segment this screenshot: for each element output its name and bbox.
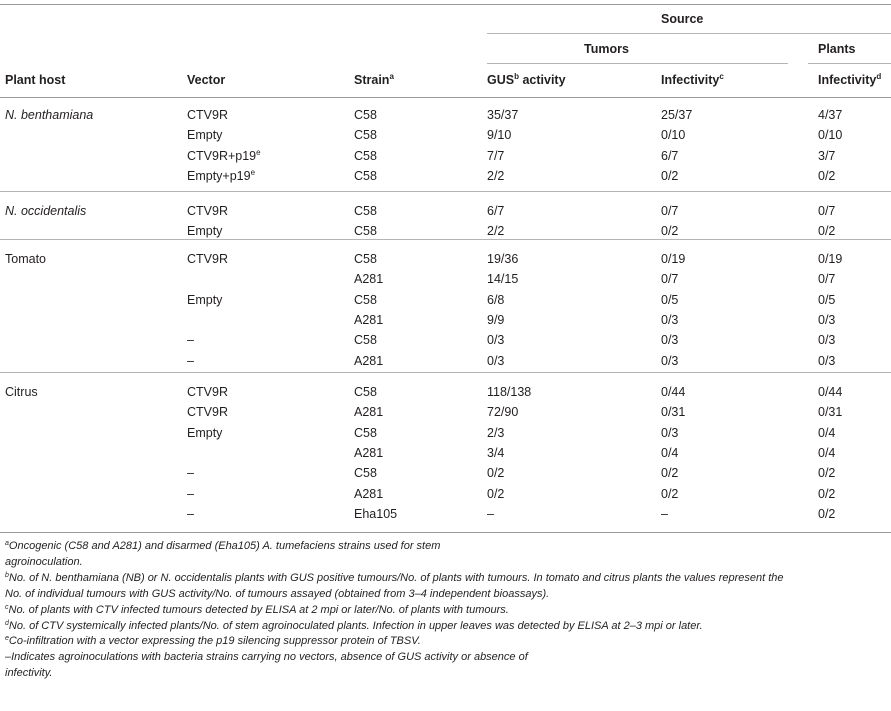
footnote-mark: b <box>5 572 9 579</box>
infectivity-plants-cell: 0/2 <box>818 506 836 521</box>
gus-activity-cell: 6/8 <box>487 292 505 307</box>
gus-activity-cell: 0/3 <box>487 333 505 348</box>
tumors-underline <box>487 63 788 64</box>
infectivity-tumors-cell: 25/37 <box>661 108 693 122</box>
gus-activity-cell: 19/36 <box>487 252 519 266</box>
vector-cell: Empty <box>187 292 223 307</box>
vector-cell: Empty <box>187 224 223 239</box>
header-plant-host: Plant host <box>5 73 66 87</box>
infectivity-tumors-cell: 0/31 <box>661 405 686 420</box>
gus-activity-cell: 2/3 <box>487 425 505 440</box>
gus-activity-cell: 0/2 <box>487 466 505 481</box>
infectivity-plants-cell: 3/7 <box>818 148 836 163</box>
vector-cell: Empty <box>187 128 223 143</box>
strain-cell: C58 <box>354 148 377 163</box>
infectivity-plants-cell: 0/4 <box>818 445 836 460</box>
table-top-rule <box>0 4 891 5</box>
gus-activity-cell: 7/7 <box>487 148 505 163</box>
header-vector: Vector <box>187 73 226 87</box>
footnote-line: agroinoculation. <box>5 556 83 568</box>
infectivity-tumors-cell: 0/2 <box>661 168 679 183</box>
header-infectivity-plants: Infectivity$^d$ <box>818 72 882 87</box>
infectivity-plants-footnote-mark: d <box>876 72 882 81</box>
infectivity-plants-cell: 0/7 <box>818 204 836 218</box>
vector-cell: – <box>187 486 194 501</box>
vector-footnote-mark: e <box>256 147 261 157</box>
gus-activity-cell: 14/15 <box>487 272 519 287</box>
footnote-line: $^e$Co-infiltration with a vector expressing the p19 silencing suppressor protein of TBSV. <box>5 635 421 647</box>
strain-cell: A281 <box>354 486 384 501</box>
header-infectivity-tumors: Infectivity$^c$ <box>661 72 724 87</box>
infectivity-plants-cell: 0/3 <box>818 333 836 348</box>
infectivity-tumors-cell: 0/2 <box>661 224 679 239</box>
infectivity-plants-cell: 0/10 <box>818 128 843 143</box>
infectivity-tumors-cell: 6/7 <box>661 148 679 163</box>
strain-footnote-mark: a <box>389 72 394 81</box>
source-underline <box>487 33 891 34</box>
infectivity-tumors-cell: 0/7 <box>661 204 679 218</box>
strain-cell: A281 <box>354 272 384 287</box>
gus-activity-cell: 35/37 <box>487 108 519 122</box>
footnote-line: –Indicates agroinoculations with bacteria strains carrying no vectors, absence of GUS activity or absence of <box>5 651 528 663</box>
footnote-mark: e <box>5 635 9 642</box>
infectivity-tumors-cell: 0/7 <box>661 272 679 287</box>
footnote-line: $^c$No. of plants with CTV infected tumours detected by ELISA at 2 mpi or later/No. of plants with tumours. <box>5 604 509 616</box>
infectivity-plants-cell: 0/3 <box>818 353 836 368</box>
strain-cell: C58 <box>354 292 377 307</box>
infectivity-tumors-cell: 0/19 <box>661 252 686 266</box>
infectivity-tumors-cell: 0/4 <box>661 445 679 460</box>
footnote-line: No. of individual tumours with GUS activity/No. of tumours assayed (obtained from 3–4 independent bioassays). <box>5 588 550 600</box>
vector-cell: CTV9R <box>187 108 228 122</box>
infectivity-plants-cell: 0/2 <box>818 466 836 481</box>
strain-cell: C58 <box>354 224 377 239</box>
group-separator <box>0 191 891 192</box>
infectivity-tumors-cell: 0/2 <box>661 486 679 501</box>
infectivity-plants-cell: 0/3 <box>818 312 836 327</box>
footnote-line: $^a$Oncogenic (C58 and A281) and disarmed (Eha105) A. tumefaciens strains used for stem <box>5 540 441 552</box>
plant-host-cell: Citrus <box>5 385 38 399</box>
footnote-line: infectivity. <box>5 667 53 679</box>
infectivity-tumors-cell: 0/10 <box>661 128 686 143</box>
infectivity-tumors-cell: 0/3 <box>661 333 679 348</box>
vector-cell: – <box>187 466 194 481</box>
infectivity-plants-cell: 0/4 <box>818 425 836 440</box>
gus-footnote-mark: b <box>514 72 519 81</box>
group-separator <box>0 239 891 240</box>
strain-cell: C58 <box>354 252 377 266</box>
gus-activity-cell: 118/138 <box>487 385 532 399</box>
plant-host-cell: N. occidentalis <box>5 204 87 218</box>
infectivity-tumors-footnote-mark: c <box>719 72 724 81</box>
header-plants: Plants <box>818 42 856 56</box>
strain-cell: C58 <box>354 466 377 481</box>
footnote-line: $^b$No. of N. benthamiana (NB) or N. occidentalis plants with GUS positive tumours/No. of plants with tumours. In tomato and citrus plants the values represent the <box>5 572 784 584</box>
gus-activity-cell: – <box>487 506 494 521</box>
header-strain: Strain$^a$ <box>354 72 394 87</box>
gus-activity-cell: 3/4 <box>487 445 505 460</box>
vector-cell: – <box>187 506 194 521</box>
strain-cell: A281 <box>354 445 384 460</box>
gus-activity-cell: 9/10 <box>487 128 512 143</box>
infectivity-tumors-cell: 0/3 <box>661 353 679 368</box>
strain-cell: C58 <box>354 333 377 348</box>
strain-cell: Eha105 <box>354 506 398 521</box>
gus-activity-cell: 9/9 <box>487 312 505 327</box>
infectivity-plants-cell: 0/19 <box>818 252 843 266</box>
header-source: Source <box>661 12 704 26</box>
group-separator <box>0 372 891 373</box>
footnote-line: $^d$No. of CTV systemically infected plants/No. of stem agroinoculated plants. Infection in upper leaves was detected by ELISA at 2–3 mpi or later. <box>5 620 703 632</box>
strain-cell: C58 <box>354 204 377 218</box>
infectivity-plants-cell: 0/7 <box>818 272 836 287</box>
infectivity-plants-cell: 0/31 <box>818 405 843 420</box>
vector-footnote-mark: e <box>250 167 256 177</box>
infectivity-tumors-cell: 0/2 <box>661 466 679 481</box>
vector-cell: CTV9R <box>187 385 228 399</box>
infectivity-tumors-cell: 0/3 <box>661 425 679 440</box>
infectivity-tumors-cell: 0/5 <box>661 292 679 307</box>
header-tumors: Tumors <box>584 42 629 56</box>
footnote-mark: d <box>5 620 9 627</box>
infectivity-plants-cell: 0/5 <box>818 292 836 307</box>
strain-cell: C58 <box>354 385 377 399</box>
vector-cell: – <box>187 333 194 348</box>
infectivity-plants-cell: 0/2 <box>818 224 836 239</box>
vector-cell: CTV9R <box>187 252 228 266</box>
gus-activity-cell: 72/90 <box>487 405 519 420</box>
strain-cell: C58 <box>354 128 377 143</box>
infectivity-tumors-cell: 0/3 <box>661 312 679 327</box>
infectivity-tumors-cell: – <box>661 506 668 521</box>
strain-cell: C58 <box>354 425 377 440</box>
vector-cell: $Empty+p19^e$ <box>187 167 256 183</box>
gus-activity-cell: 6/7 <box>487 204 505 218</box>
strain-cell: A281 <box>354 353 384 368</box>
strain-cell: A281 <box>354 405 384 420</box>
gus-activity-cell: 2/2 <box>487 168 505 183</box>
infectivity-plants-cell: 0/2 <box>818 486 836 501</box>
table-bottom-rule <box>0 532 891 533</box>
footnote-mark: a <box>5 540 9 547</box>
strain-cell: C58 <box>354 168 377 183</box>
gus-activity-cell: 0/2 <box>487 486 505 501</box>
strain-cell: C58 <box>354 108 377 122</box>
plant-host-cell: N. benthamiana <box>5 108 94 122</box>
gus-activity-cell: 0/3 <box>487 353 505 368</box>
header-gus-activity: GUS$^b$ activity <box>487 72 566 87</box>
strain-cell: A281 <box>354 312 384 327</box>
infectivity-plants-cell: 0/2 <box>818 168 836 183</box>
vector-cell: $CTV9R+p19^e$ <box>187 147 261 163</box>
infectivity-tumors-cell: 0/44 <box>661 385 686 399</box>
vector-cell: Empty <box>187 425 223 440</box>
header-bottom-rule <box>0 97 891 98</box>
gus-activity-cell: 2/2 <box>487 224 505 239</box>
plants-underline <box>808 63 891 64</box>
vector-cell: CTV9R <box>187 405 228 420</box>
plant-host-cell: Tomato <box>5 252 46 266</box>
vector-cell: – <box>187 353 194 368</box>
vector-cell: CTV9R <box>187 204 228 218</box>
infectivity-plants-cell: 0/44 <box>818 385 843 399</box>
footnote-mark: c <box>5 604 9 611</box>
infectivity-plants-cell: 4/37 <box>818 108 843 122</box>
